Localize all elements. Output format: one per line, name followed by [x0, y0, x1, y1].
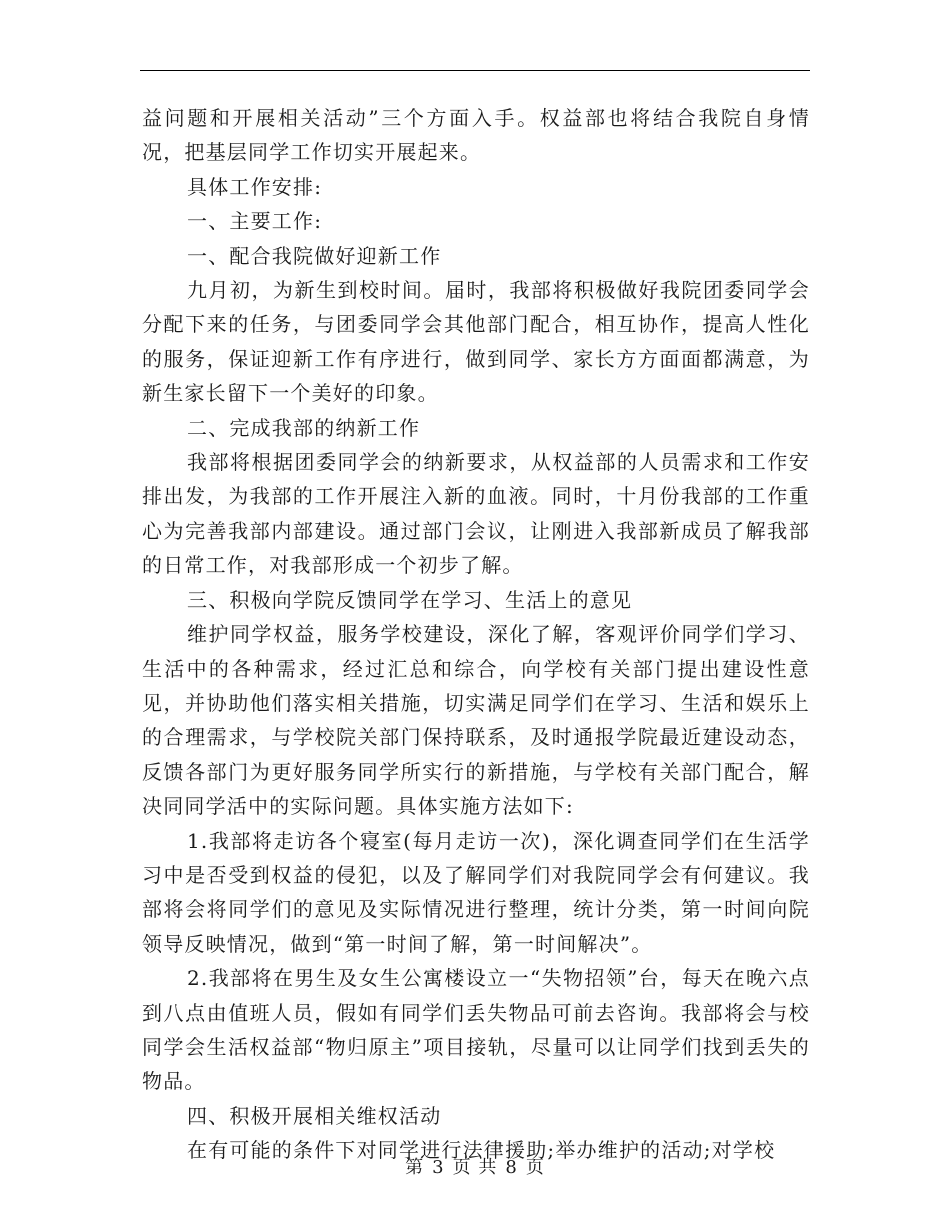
paragraph: 在有可能的条件下对同学进行法律援助;举办维护的活动;对学校	[187, 1138, 776, 1163]
document-body	[142, 101, 810, 1168]
paragraph: 维护同学权益，服务学校建设，深化了解，客观评价同学们学习、生活中的各种需求，经过汇总和综合，向学校有关部门提出建设性意见，并协助他们落实相关措施，切实满足同学们在学习、生活和娱乐上的合理需求，与学校院关部门保持联系，及时通报学院最近建设动态，反馈各部门为更好服务同学所实行的新措施，与学校有关部门配合，解决同同学活中的实际问题。具体实施方法如下:	[142, 622, 810, 819]
paragraph: 九月初，为新生到校时间。届时，我部将积极做好我院团委同学会分配下来的任务，与团委同学会其他部门配合，相互协作，提高人性化的服务，保证迎新工作有序进行，做到同学、家长方方面面都满意，为新生家长留下一个美好的印象。	[142, 278, 810, 406]
paragraph: 一、配合我院做好迎新工作	[187, 243, 442, 268]
paragraph: 我部将根据团委同学会的纳新要求，从权益部的人员需求和工作安排出发，为我部的工作开展注入新的血液。同时，十月份我部的工作重心为完善我部内部建设。通过部门会议，让刚进入我部新成员了解我部的日常工作，对我部形成一个初步了解。	[142, 450, 810, 578]
paragraph: 具体工作安排:	[187, 174, 323, 199]
paragraph: 2.我部将在男生及女生公寓楼设立一“失物招领”台，每天在晚六点到八点由值班人员，假如有同学们丢失物品可前去咨询。我部将会与校同学会生活权益部“物归原主”项目接轨，尽量可以让同学们找到丢失的物品。	[142, 966, 810, 1094]
paragraph: 四、积极开展相关维权活动	[187, 1103, 442, 1128]
footer-page-number: 3	[432, 1157, 445, 1178]
paragraph: 二、完成我部的纳新工作	[187, 415, 421, 440]
footer-suffix: 页	[525, 1157, 545, 1178]
paragraph: 益问题和开展相关活动”三个方面入手。权益部也将结合我院自身情况，把基层同学工作切实开展起来。	[142, 106, 810, 165]
footer-middle: 页 共	[452, 1157, 498, 1178]
paragraph: 三、积极向学院反馈同学在学习、生活上的意见	[187, 587, 633, 612]
paragraph: 1.我部将走访各个寝室(每月走访一次)，深化调查同学们在生活学习中是否受到权益的侵犯，以及了解同学们对我院同学会有何建议。我部将会将同学们的意见及实际情况进行整理，统计分类，第一时间向院领导反映情况，做到“第一时间了解，第一时间解决”。	[142, 828, 810, 956]
footer-total-pages: 8	[505, 1157, 518, 1178]
paragraph: 一、主要工作:	[187, 209, 323, 234]
page-footer	[0, 1153, 950, 1179]
footer-prefix: 第	[405, 1157, 425, 1178]
header-rule	[140, 70, 810, 71]
